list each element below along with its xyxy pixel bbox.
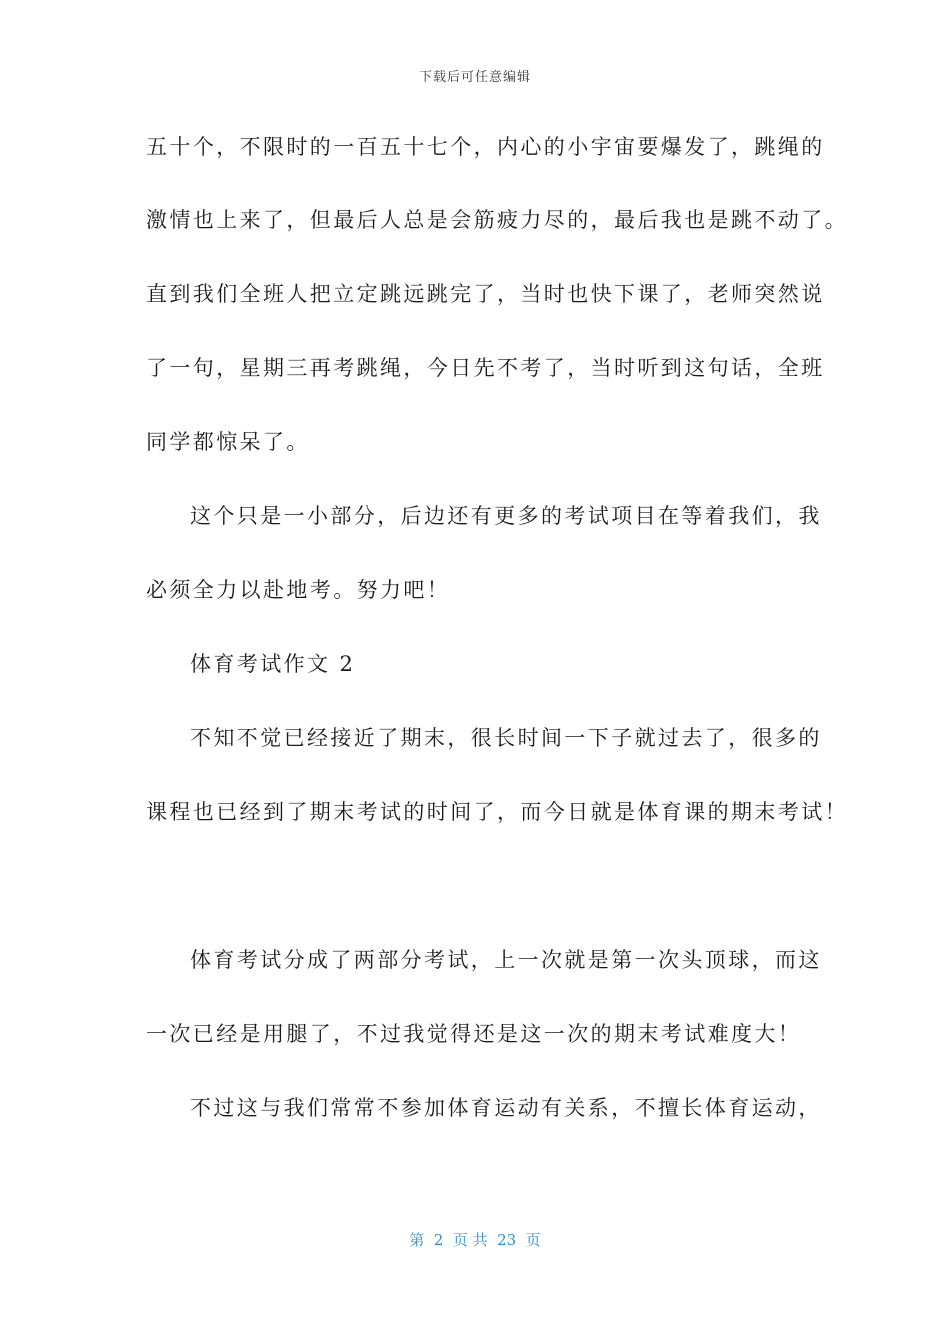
text-line: 了一句，星期三再考跳绳，今日先不考了，当时听到这句话，全班 [146,356,825,380]
page-number-footer: 第 2 页 共 23 页 [409,1231,541,1249]
header-note: 下载后可任意编辑 [418,70,531,85]
text-line: 课程也已经到了期末考试的时间了，而今日就是体育课的期末考试！ [146,800,848,824]
paragraph-start-line: 不知不觉已经接近了期末，很长时间一下子就过去了，很多的 [190,726,822,750]
text-line: 直到我们全班人把立定跳远跳完了，当时也快下课了，老师突然说 [146,282,825,306]
paragraph-start-line: 体育考试分成了两部分考试，上一次就是第一次头顶球，而这 [190,948,822,972]
paragraph-start-line: 这个只是一小部分，后边还有更多的考试项目在等着我们，我 [190,504,822,528]
text-line: 同学都惊呆了。 [146,430,310,454]
text-line: 一次已经是用腿了，不过我觉得还是这一次的期末考试难度大！ [146,1022,802,1046]
paragraph-start-line: 不过这与我们常常不参加体育运动有关系，不擅长体育运动， [190,1096,822,1120]
section-heading: 体育考试作文 2 [190,652,356,676]
text-line: 必须全力以赴地考。努力吧！ [146,578,451,602]
text-line: 激情也上来了，但最后人总是会筋疲力尽的，最后我也是跳不动了。 [146,208,848,232]
text-line: 五十个，不限时的一百五十七个，内心的小宇宙要爆发了，跳绳的 [146,135,825,159]
